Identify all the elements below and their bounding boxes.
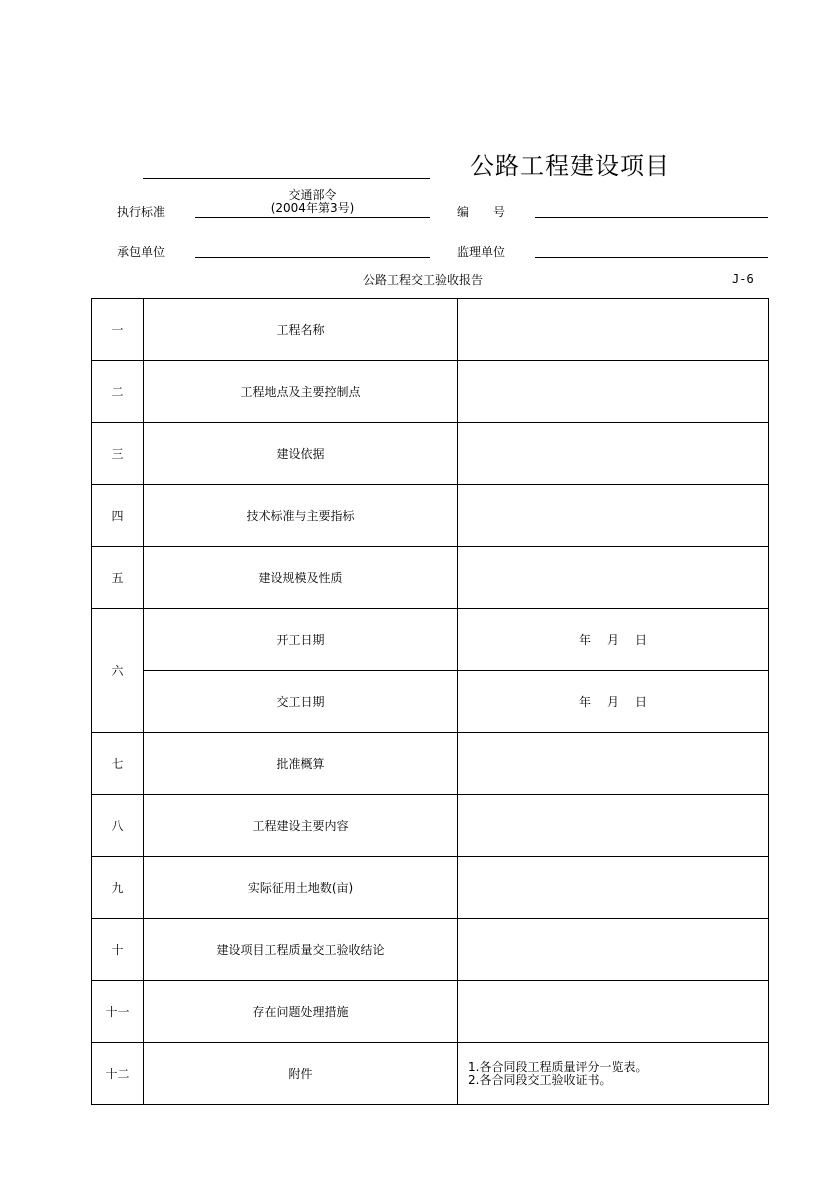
row-value-field[interactable] [458, 299, 769, 361]
report-table [91, 298, 769, 1105]
row-value-field[interactable] [458, 857, 769, 919]
number-label: 编 号 [457, 205, 506, 219]
row-item: 建设规模及性质 [144, 547, 458, 609]
row-item: 建设项目工程质量交工验收结论 [144, 919, 458, 981]
row-item: 工程名称 [144, 299, 458, 361]
row-number: 一 [92, 299, 144, 361]
row-value-field[interactable] [458, 981, 769, 1043]
contractor-field[interactable] [195, 257, 430, 258]
report-title: 公路工程交工验收报告 [363, 273, 484, 287]
exec-std-value-2: (2004年第3号) [270, 201, 355, 215]
row-value-field[interactable] [458, 547, 769, 609]
table-row [92, 857, 769, 919]
table-row [92, 361, 769, 423]
year-label: 年 [578, 633, 591, 647]
table-row [92, 733, 769, 795]
attachment-1: 1.各合同段工程质量评分一览表。 [468, 1059, 648, 1074]
row-number: 二 [92, 361, 144, 423]
row-item: 技术标准与主要指标 [144, 485, 458, 547]
attachments-value[interactable] [458, 1043, 769, 1105]
row-number: 十 [92, 919, 144, 981]
table-row [92, 919, 769, 981]
table-row [92, 423, 769, 485]
row-value-field[interactable] [458, 485, 769, 547]
exec-std-line [195, 217, 430, 218]
table-row [92, 795, 769, 857]
exec-std-value-1: 交通部令 [288, 188, 337, 202]
exec-std-value [195, 189, 430, 215]
supervisor-field[interactable] [535, 257, 768, 258]
form-code: J-6 [732, 272, 754, 286]
row-number: 八 [92, 795, 144, 857]
completion-date-field[interactable] [458, 671, 769, 733]
row-item: 交工日期 [144, 671, 458, 733]
month-label: 月 [606, 633, 619, 647]
row-item: 存在问题处理措施 [144, 981, 458, 1043]
day-label: 日 [635, 633, 648, 647]
row-number: 七 [92, 733, 144, 795]
exec-std-label: 执行标准 [117, 205, 166, 219]
row-value-field[interactable] [458, 733, 769, 795]
table-row [92, 671, 769, 733]
row-value-field[interactable] [458, 423, 769, 485]
attachment-2: 2.各合同段交工验收证书。 [468, 1072, 612, 1087]
row-item: 批准概算 [144, 733, 458, 795]
start-date-field[interactable] [458, 609, 769, 671]
supervisor-label: 监理单位 [457, 245, 506, 259]
number-field[interactable] [535, 217, 768, 218]
page-title: 公路工程建设项目 [470, 152, 670, 180]
row-number: 四 [92, 485, 144, 547]
table-row [92, 299, 769, 361]
row-number: 十二 [92, 1043, 144, 1105]
row-item: 工程建设主要内容 [144, 795, 458, 857]
contractor-label: 承包单位 [117, 245, 166, 259]
row-value-field[interactable] [458, 361, 769, 423]
table-row [92, 609, 769, 671]
row-item: 实际征用土地数(亩) [144, 857, 458, 919]
table-row [92, 485, 769, 547]
row-number: 五 [92, 547, 144, 609]
row-number: 十一 [92, 981, 144, 1043]
row-item: 建设依据 [144, 423, 458, 485]
year-label: 年 [578, 695, 591, 709]
row-number: 六 [92, 609, 144, 733]
table-row [92, 547, 769, 609]
row-number: 三 [92, 423, 144, 485]
row-value-field[interactable] [458, 795, 769, 857]
row-number: 九 [92, 857, 144, 919]
table-row [92, 981, 769, 1043]
row-item: 开工日期 [144, 609, 458, 671]
project-name-line [143, 178, 430, 179]
day-label: 日 [635, 695, 648, 709]
month-label: 月 [606, 695, 619, 709]
row-item: 附件 [144, 1043, 458, 1105]
row-value-field[interactable] [458, 919, 769, 981]
row-item: 工程地点及主要控制点 [144, 361, 458, 423]
table-row [92, 1043, 769, 1105]
